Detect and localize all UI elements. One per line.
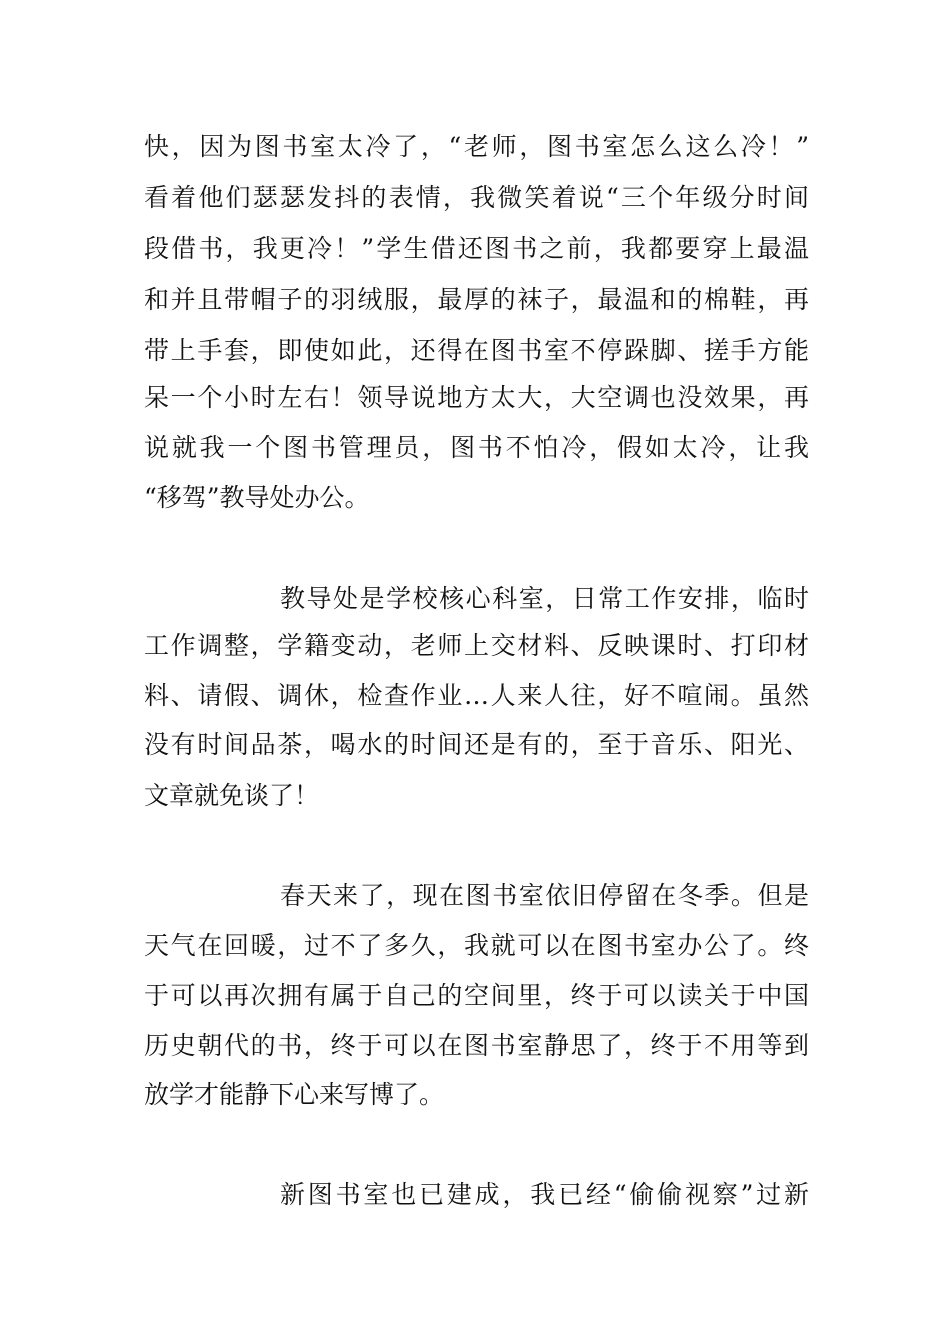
paragraph-1-line-5: 带上手套，即使如此，还得在图书室不停跺脚、搓手方能	[144, 336, 809, 365]
paragraph-1-line-7: 说就我一个图书管理员，图书不怕冷，假如太冷，让我	[144, 433, 809, 462]
paragraph-1-line-1: 快，因为图书室太冷了，“老师，图书室怎么这么冷！”	[144, 132, 809, 161]
paragraph-3-line-3: 于可以再次拥有属于自己的空间里，终于可以读关于中国	[144, 981, 809, 1010]
paragraph-2-line-2: 工作调整，学籍变动，老师上交材料、反映课时、打印材	[144, 631, 809, 660]
paragraph-2-line-5: 文章就免谈了！	[144, 781, 320, 810]
paragraph-1-line-8: “移驾”教导处办公。	[144, 483, 370, 512]
paragraph-2-line-3: 料、请假、调休，检查作业…人来人往，好不喧闹。虽然	[144, 681, 809, 710]
paragraph-2-line-4: 没有时间品茶，喝水的时间还是有的，至于音乐、阳光、	[144, 730, 809, 759]
paragraph-1-line-4: 和并且带帽子的羽绒服，最厚的袜子，最温和的棉鞋，再	[144, 285, 809, 314]
paragraph-3-line-2: 天气在回暖，过不了多久，我就可以在图书室办公了。终	[144, 931, 809, 960]
paragraph-3-line-5: 放学才能静下心来写博了。	[144, 1080, 445, 1109]
paragraph-4-line-1: 新图书室也已建成，我已经“偷偷视察”过新	[280, 1180, 809, 1209]
paragraph-1-line-2: 看着他们瑟瑟发抖的表情，我微笑着说“三个年级分时间	[144, 183, 809, 212]
paragraph-1-line-3: 段借书，我更冷！”学生借还图书之前，我都要穿上最温	[144, 234, 809, 263]
paragraph-3-line-4: 历史朝代的书，终于可以在图书室静思了，终于不用等到	[144, 1031, 809, 1060]
paragraph-3-line-1: 春天来了，现在图书室依旧停留在冬季。但是	[280, 881, 809, 910]
paragraph-1-line-6: 呆一个小时左右！领导说地方太大，大空调也没效果，再	[144, 383, 809, 412]
paragraph-2-line-1: 教导处是学校核心科室，日常工作安排，临时	[280, 584, 809, 613]
